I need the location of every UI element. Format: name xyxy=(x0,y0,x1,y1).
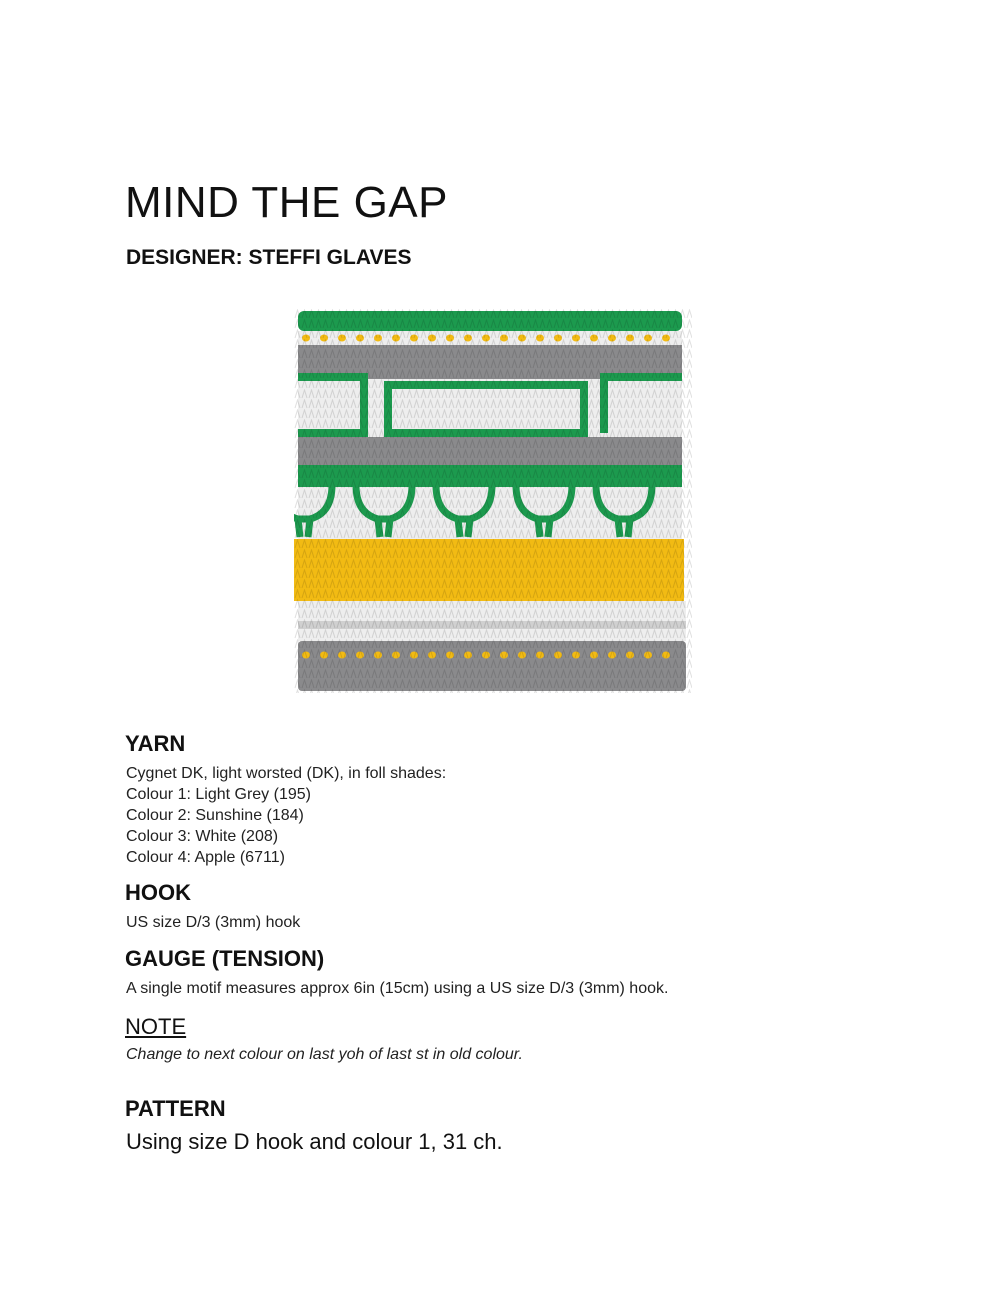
yarn-line: Colour 1: Light Grey (195) xyxy=(126,786,311,803)
yarn-heading: YARN xyxy=(125,731,186,756)
yarn-line: Colour 2: Sunshine (184) xyxy=(126,807,304,824)
yarn-line: Colour 4: Apple (6711) xyxy=(126,849,285,866)
note-text: Change to next colour on last yoh of last st in old colour. xyxy=(126,1046,523,1063)
yarn-line: Cygnet DK, light worsted (DK), in foll shades: xyxy=(126,765,447,782)
gauge-heading: GAUGE (TENSION) xyxy=(125,946,325,971)
gauge-text: A single motif measures approx 6in (15cm) using a US size D/3 (3mm) hook. xyxy=(126,980,669,997)
yarn-line: Colour 3: White (208) xyxy=(126,828,279,845)
hook-text: US size D/3 (3mm) hook xyxy=(126,914,301,931)
page-title: MIND THE GAP xyxy=(125,178,449,227)
stitch-texture xyxy=(294,309,692,693)
note-heading: NOTE xyxy=(125,1014,187,1039)
pattern-text: Using size D hook and colour 1, 31 ch. xyxy=(126,1129,503,1154)
designer-line: DESIGNER: STEFFI GLAVES xyxy=(126,246,412,269)
yarn-lines xyxy=(126,763,446,868)
hook-heading: HOOK xyxy=(125,880,191,905)
pattern-heading: PATTERN xyxy=(125,1096,226,1121)
crochet-swatch-image xyxy=(294,309,692,693)
